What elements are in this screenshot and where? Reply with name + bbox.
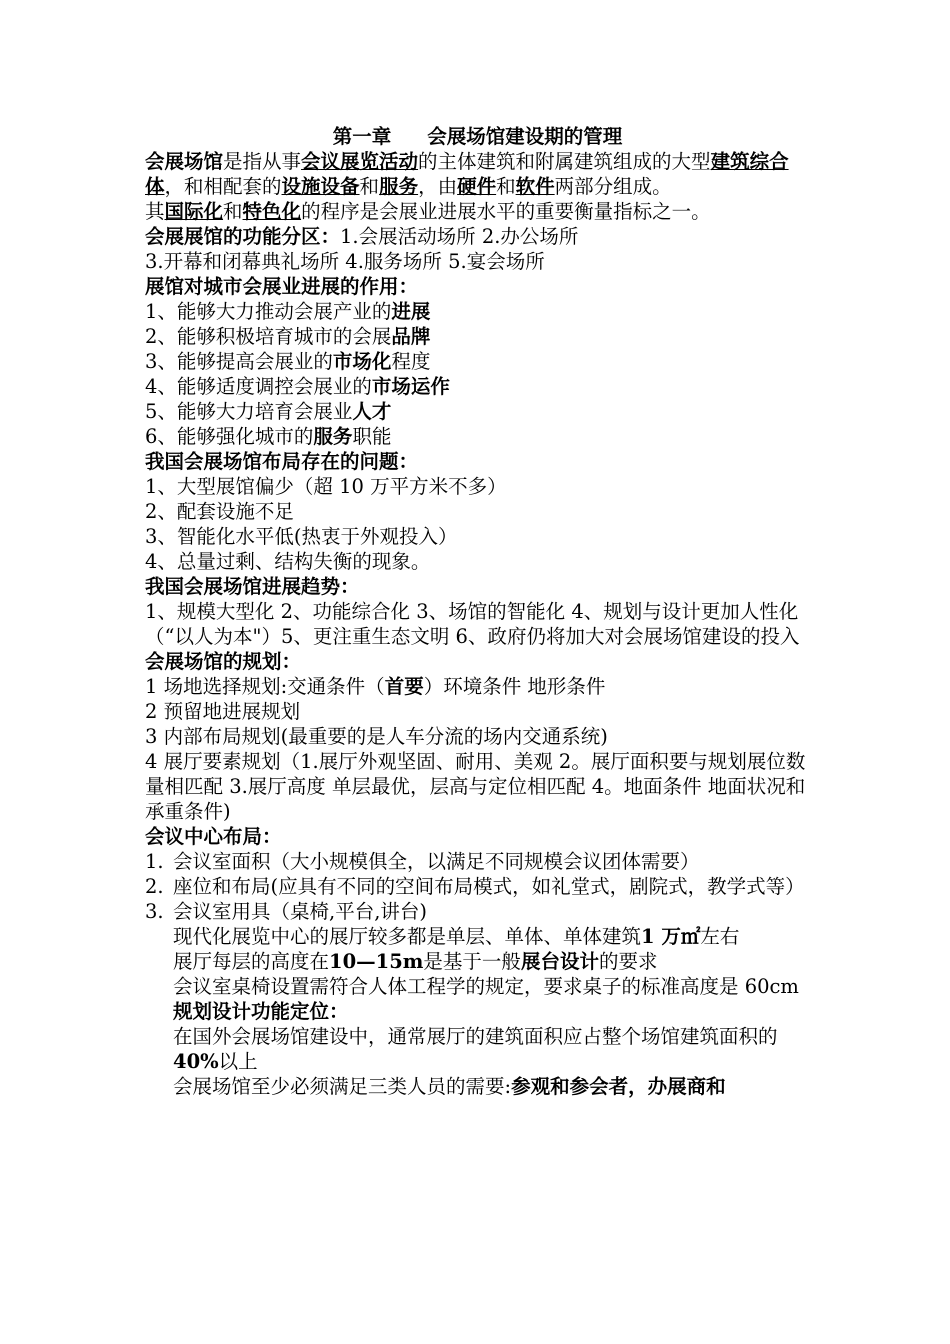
text-run: 在国外会展场馆建设中，通常展厅的建筑面积应占整个场馆建筑面积的 [173,1025,778,1048]
list-item [145,874,810,899]
text-run: 和 [496,175,516,198]
text-run: 2、能够积极培育城市的会展 [145,325,392,348]
conference-list [145,849,810,924]
list-item [145,349,810,374]
note-subheading: 规划设计功能定位： [173,1000,349,1023]
keyword: 参观和参会者，办展商和 [511,1075,726,1098]
note-user-groups [173,1074,810,1099]
trends-heading: 我国会展场馆进展趋势： [145,575,360,598]
note-table-height: 会议室桌椅设置需符合人体工程学的规定，要求桌子的标准高度是 60cm [173,975,799,998]
text-run: ，和相配套的 [164,175,282,198]
list-item [145,374,810,399]
text-run: 展厅每层的高度在 [173,950,330,973]
keyword: 1 万㎡ [641,925,701,948]
term-venue: 会展场馆 [145,150,224,173]
text-run: 现代化展览中心的展厅较多都是单层、单体、单体建筑 [173,925,642,948]
text-run: 的要求 [598,950,658,973]
text-run: 5、能够大力培育会展业 [145,400,353,423]
text-run: 会议室用具（桌椅,平台,讲台) [173,900,428,923]
list-item [145,299,810,324]
list-item: 4、总量过剩、结构失衡的现象。 [145,550,431,573]
zones-line2: 3.开幕和闭幕典礼场所 4.服务场所 5.宴会场所 [145,250,545,273]
term-activity: 会议展览活动 [301,150,419,173]
list-item: 1、大型展馆偏少（超 10 万平方米不多） [145,475,507,498]
text-run: ，由 [418,175,458,198]
problems-list [145,474,810,574]
planning-item-1 [145,674,810,699]
planning-item-2: 2 预留地进展规划 [145,700,301,723]
keyword: 展台设计 [520,950,599,973]
text-run: 的主体建筑和附属建筑组成的大型 [418,150,711,173]
conference-heading: 会议中心布局： [145,825,282,848]
term-complex: 建筑综合体 [145,150,789,198]
text-run: 1 场地选择规划:交通条件（ [145,675,385,698]
term-hardware: 硬件 [457,175,497,198]
list-number: 2. [145,875,164,898]
keyword: 10—15m [329,950,424,973]
intro-paragraph [145,149,810,199]
zones-heading: 会展展馆的功能分区： [145,225,341,248]
text-run: 会展场馆至少必须满足三类人员的需要: [173,1075,512,1098]
text-run: 是指从事 [223,150,302,173]
list-item [145,399,810,424]
text-run: 程度 [391,350,431,373]
keyword: 人才 [352,400,392,423]
text-run: 6、能够强化城市的 [145,425,314,448]
text-run: 1、能够大力推动会展产业的 [145,300,392,323]
trends-paragraph: 1、规模大型化 2、功能综合化 3、场馆的智能化 4、规划与设计更加人性化（“以人为本"）5、更注重生态文明 6、政府仍将加大对会展场馆建设的投入 [145,600,800,648]
planning-item-4: 4 展厅要素规划（1.展厅外观坚固、耐用、美观 2。展厅面积要与规划展位数量相匹配 3.展厅高度 单层最优，层高与定位相匹配 4。地面条件 地面状况和承重条件) [145,750,806,823]
list-item [145,899,810,924]
term-distinctive: 特色化 [242,200,302,223]
note-hall-area [173,924,810,949]
text-run: 座位和布局(应具有不同的空间布局模式，如礼堂式，剧院式，教学式等） [173,875,805,898]
keyword: 首要 [384,675,424,698]
keyword: 市场化 [332,350,392,373]
text-run: 1.会展活动场所 2.办公场所 [340,225,579,248]
term-facilities: 设施设备 [281,175,360,198]
intl-paragraph [145,199,810,224]
text-run: 职能 [352,425,392,448]
text-run: 3、能够提高会展业的 [145,350,333,373]
list-item [145,324,810,349]
problems-heading: 我国会展场馆布局存在的问题： [145,450,419,473]
list-item [145,424,810,449]
text-run: 以上 [218,1050,258,1073]
roles-list [145,299,810,449]
list-item: 3、智能化水平低(热衷于外观投入） [145,525,458,548]
zones-line1 [145,224,810,249]
text-run: 是基于一般 [423,950,521,973]
chapter-number: 第一章 [332,125,392,148]
text-run: 4、能够适度调控会展业的 [145,375,372,398]
text-run: 两部分组成。 [554,175,672,198]
chapter-heading: 会展场馆建设期的管理 [427,125,623,148]
notes-block [145,924,810,1099]
keyword: 品牌 [391,325,431,348]
keyword: 进展 [391,300,431,323]
text-run: 和 [223,200,243,223]
term-service: 服务 [379,175,419,198]
planning-heading: 会展场馆的规划： [145,650,302,673]
text-run: ）环境条件 地形条件 [423,675,606,698]
list-number: 1. [145,850,164,873]
text-run: 会议室面积（大小规模俱全，以满足不同规模会议团体需要） [173,850,700,873]
planning-item-3: 3 内部布局规划(最重要的是人车分流的场内交通系统) [145,725,608,748]
keyword: 市场运作 [371,375,450,398]
keyword: 40% [173,1050,219,1073]
text-run: 和 [359,175,380,198]
roles-heading: 展馆对城市会展业进展的作用： [145,275,419,298]
text-run: 其 [145,200,165,223]
list-item [145,849,810,874]
term-software: 软件 [515,175,555,198]
text-run: 左右 [700,925,740,948]
document-page [145,124,810,1099]
keyword: 服务 [313,425,353,448]
text-run: 的程序是会展业进展水平的重要衡量指标之一。 [301,200,711,223]
chapter-title [145,124,810,149]
term-international: 国际化 [164,200,224,223]
list-number: 3. [145,900,164,923]
note-hall-height [173,949,810,974]
note-area-ratio [173,1024,810,1074]
list-item: 2、配套设施不足 [145,500,294,523]
